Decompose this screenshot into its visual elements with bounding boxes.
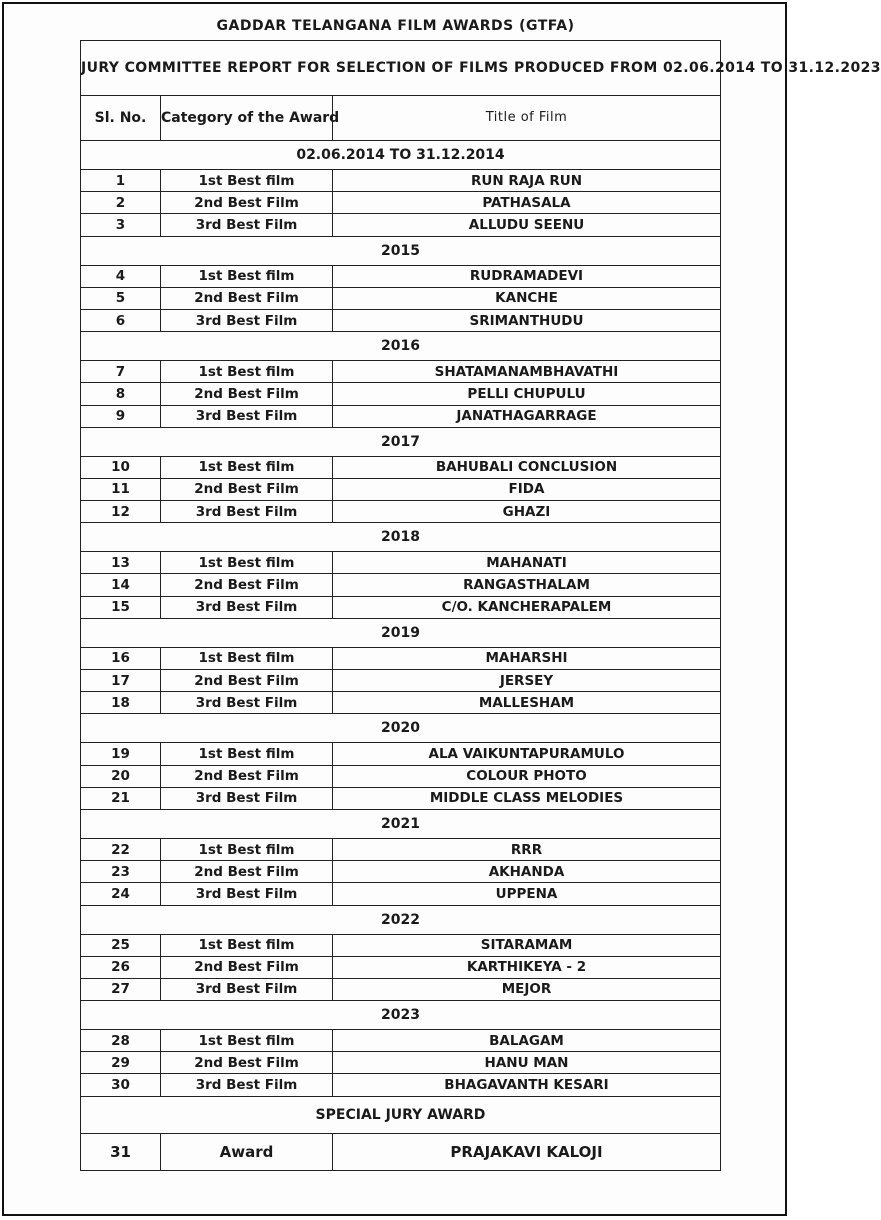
period-label: 2019 bbox=[81, 618, 721, 647]
sl-number: 11 bbox=[81, 478, 161, 500]
film-title: RRR bbox=[333, 838, 721, 860]
header-sl-no: Sl. No. bbox=[81, 96, 161, 141]
sl-number: 20 bbox=[81, 765, 161, 787]
sl-number: 25 bbox=[81, 934, 161, 956]
period-label: 2016 bbox=[81, 332, 721, 361]
table-row bbox=[81, 883, 721, 905]
sl-number: 27 bbox=[81, 978, 161, 1000]
film-title: KANCHE bbox=[333, 287, 721, 309]
sl-number: 23 bbox=[81, 861, 161, 883]
film-title: RUN RAJA RUN bbox=[333, 170, 721, 192]
sl-number: 24 bbox=[81, 883, 161, 905]
table-row bbox=[81, 214, 721, 236]
award-category: 1st Best film bbox=[161, 456, 333, 478]
award-category: Award bbox=[161, 1133, 333, 1170]
table-row bbox=[81, 1074, 721, 1096]
award-category: 1st Best film bbox=[161, 170, 333, 192]
award-category: 2nd Best Film bbox=[161, 287, 333, 309]
film-title: HANU MAN bbox=[333, 1052, 721, 1074]
period-row bbox=[81, 905, 721, 934]
table-row bbox=[81, 170, 721, 192]
period-label: 02.06.2014 TO 31.12.2014 bbox=[81, 141, 721, 170]
film-title: BHAGAVANTH KESARI bbox=[333, 1074, 721, 1096]
award-category: 1st Best film bbox=[161, 743, 333, 765]
film-title: JERSEY bbox=[333, 670, 721, 692]
report-heading: JURY COMMITTEE REPORT FOR SELECTION OF FILMS PRODUCED FROM 02.06.2014 TO 31.12.2023 bbox=[81, 41, 721, 96]
award-category: 3rd Best Film bbox=[161, 596, 333, 618]
sl-number: 8 bbox=[81, 383, 161, 405]
film-title: MIDDLE CLASS MELODIES bbox=[333, 787, 721, 809]
table-row bbox=[81, 192, 721, 214]
table-row bbox=[81, 287, 721, 309]
film-title: MALLESHAM bbox=[333, 692, 721, 714]
table-row bbox=[81, 361, 721, 383]
film-title: ALLUDU SEENU bbox=[333, 214, 721, 236]
table-row bbox=[81, 265, 721, 287]
period-row bbox=[81, 1001, 721, 1030]
film-title: MAHANATI bbox=[333, 552, 721, 574]
sl-number: 2 bbox=[81, 192, 161, 214]
film-title: AKHANDA bbox=[333, 861, 721, 883]
period-row bbox=[81, 141, 721, 170]
table-row bbox=[81, 552, 721, 574]
award-category: 3rd Best Film bbox=[161, 405, 333, 427]
award-category: 2nd Best Film bbox=[161, 670, 333, 692]
award-category: 1st Best film bbox=[161, 1030, 333, 1052]
award-category: 3rd Best Film bbox=[161, 1074, 333, 1096]
sl-number: 31 bbox=[81, 1133, 161, 1170]
sl-number: 16 bbox=[81, 647, 161, 669]
period-row bbox=[81, 618, 721, 647]
report-heading-row bbox=[81, 41, 721, 96]
sl-number: 6 bbox=[81, 309, 161, 331]
special-jury-heading: SPECIAL JURY AWARD bbox=[81, 1096, 721, 1133]
period-row bbox=[81, 332, 721, 361]
sl-number: 7 bbox=[81, 361, 161, 383]
sl-number: 5 bbox=[81, 287, 161, 309]
period-row bbox=[81, 427, 721, 456]
table-row bbox=[81, 647, 721, 669]
table-row bbox=[81, 978, 721, 1000]
film-title: SRIMANTHUDU bbox=[333, 309, 721, 331]
award-category: 3rd Best Film bbox=[161, 787, 333, 809]
special-heading-row bbox=[81, 1096, 721, 1133]
table-row bbox=[81, 765, 721, 787]
table-row bbox=[81, 456, 721, 478]
table-row bbox=[81, 934, 721, 956]
sl-number: 13 bbox=[81, 552, 161, 574]
table-row bbox=[81, 478, 721, 500]
table-row bbox=[81, 956, 721, 978]
award-category: 3rd Best Film bbox=[161, 214, 333, 236]
film-title: RUDRAMADEVI bbox=[333, 265, 721, 287]
award-category: 2nd Best Film bbox=[161, 574, 333, 596]
film-title: BALAGAM bbox=[333, 1030, 721, 1052]
award-category: 3rd Best Film bbox=[161, 309, 333, 331]
table-row bbox=[81, 501, 721, 523]
sl-number: 14 bbox=[81, 574, 161, 596]
table-row bbox=[81, 405, 721, 427]
film-title: UPPENA bbox=[333, 883, 721, 905]
film-title: RANGASTHALAM bbox=[333, 574, 721, 596]
period-label: 2023 bbox=[81, 1001, 721, 1030]
film-title: MEJOR bbox=[333, 978, 721, 1000]
film-title: PRAJAKAVI KALOJI bbox=[333, 1133, 721, 1170]
table-row bbox=[81, 383, 721, 405]
film-title: C/O. KANCHERAPALEM bbox=[333, 596, 721, 618]
film-title: BAHUBALI CONCLUSION bbox=[333, 456, 721, 478]
sl-number: 29 bbox=[81, 1052, 161, 1074]
sl-number: 26 bbox=[81, 956, 161, 978]
table-row bbox=[81, 787, 721, 809]
table-row bbox=[81, 861, 721, 883]
award-category: 1st Best film bbox=[161, 265, 333, 287]
award-category: 2nd Best Film bbox=[161, 192, 333, 214]
period-label: 2017 bbox=[81, 427, 721, 456]
award-category: 2nd Best Film bbox=[161, 478, 333, 500]
award-category: 2nd Best Film bbox=[161, 1052, 333, 1074]
award-category: 3rd Best Film bbox=[161, 501, 333, 523]
award-category: 2nd Best Film bbox=[161, 765, 333, 787]
document-title: GADDAR TELANGANA FILM AWARDS (GTFA) bbox=[216, 18, 575, 34]
sl-number: 12 bbox=[81, 501, 161, 523]
period-row bbox=[81, 523, 721, 552]
award-category: 2nd Best Film bbox=[161, 861, 333, 883]
table-row bbox=[81, 596, 721, 618]
award-category: 3rd Best Film bbox=[161, 883, 333, 905]
film-title: ALA VAIKUNTAPURAMULO bbox=[333, 743, 721, 765]
period-row bbox=[81, 809, 721, 838]
sl-number: 28 bbox=[81, 1030, 161, 1052]
period-label: 2022 bbox=[81, 905, 721, 934]
film-title: SHATAMANAMBHAVATHI bbox=[333, 361, 721, 383]
period-label: 2015 bbox=[81, 236, 721, 265]
column-header-row bbox=[81, 96, 721, 141]
sl-number: 10 bbox=[81, 456, 161, 478]
award-category: 1st Best film bbox=[161, 361, 333, 383]
award-category: 2nd Best Film bbox=[161, 383, 333, 405]
table-row bbox=[81, 1052, 721, 1074]
table-row bbox=[81, 838, 721, 860]
header-title: Title of Film bbox=[333, 96, 721, 141]
award-category: 1st Best film bbox=[161, 838, 333, 860]
table-row bbox=[81, 743, 721, 765]
period-label: 2021 bbox=[81, 809, 721, 838]
sl-number: 22 bbox=[81, 838, 161, 860]
period-label: 2018 bbox=[81, 523, 721, 552]
sl-number: 15 bbox=[81, 596, 161, 618]
film-title: JANATHAGARRAGE bbox=[333, 405, 721, 427]
sl-number: 19 bbox=[81, 743, 161, 765]
sl-number: 3 bbox=[81, 214, 161, 236]
sl-number: 18 bbox=[81, 692, 161, 714]
sl-number: 30 bbox=[81, 1074, 161, 1096]
film-title: PELLI CHUPULU bbox=[333, 383, 721, 405]
period-label: 2020 bbox=[81, 714, 721, 743]
period-row bbox=[81, 236, 721, 265]
award-category: 3rd Best Film bbox=[161, 978, 333, 1000]
table-row bbox=[81, 692, 721, 714]
sl-number: 1 bbox=[81, 170, 161, 192]
table-row bbox=[81, 1133, 721, 1170]
award-category: 1st Best film bbox=[161, 934, 333, 956]
award-category: 2nd Best Film bbox=[161, 956, 333, 978]
sl-number: 17 bbox=[81, 670, 161, 692]
film-title: SITARAMAM bbox=[333, 934, 721, 956]
period-row bbox=[81, 714, 721, 743]
sl-number: 4 bbox=[81, 265, 161, 287]
table-row bbox=[81, 1030, 721, 1052]
film-title: COLOUR PHOTO bbox=[333, 765, 721, 787]
table-row bbox=[81, 574, 721, 596]
award-category: 1st Best film bbox=[161, 552, 333, 574]
table-row bbox=[81, 309, 721, 331]
sl-number: 9 bbox=[81, 405, 161, 427]
film-title: GHAZI bbox=[333, 501, 721, 523]
film-title: FIDA bbox=[333, 478, 721, 500]
award-category: 3rd Best Film bbox=[161, 692, 333, 714]
header-category: Category of the Award bbox=[161, 96, 333, 141]
film-title: MAHARSHI bbox=[333, 647, 721, 669]
film-title: PATHASALA bbox=[333, 192, 721, 214]
film-title: KARTHIKEYA - 2 bbox=[333, 956, 721, 978]
jury-report-table bbox=[80, 40, 881, 1171]
award-category: 1st Best film bbox=[161, 647, 333, 669]
table-row bbox=[81, 670, 721, 692]
sl-number: 21 bbox=[81, 787, 161, 809]
